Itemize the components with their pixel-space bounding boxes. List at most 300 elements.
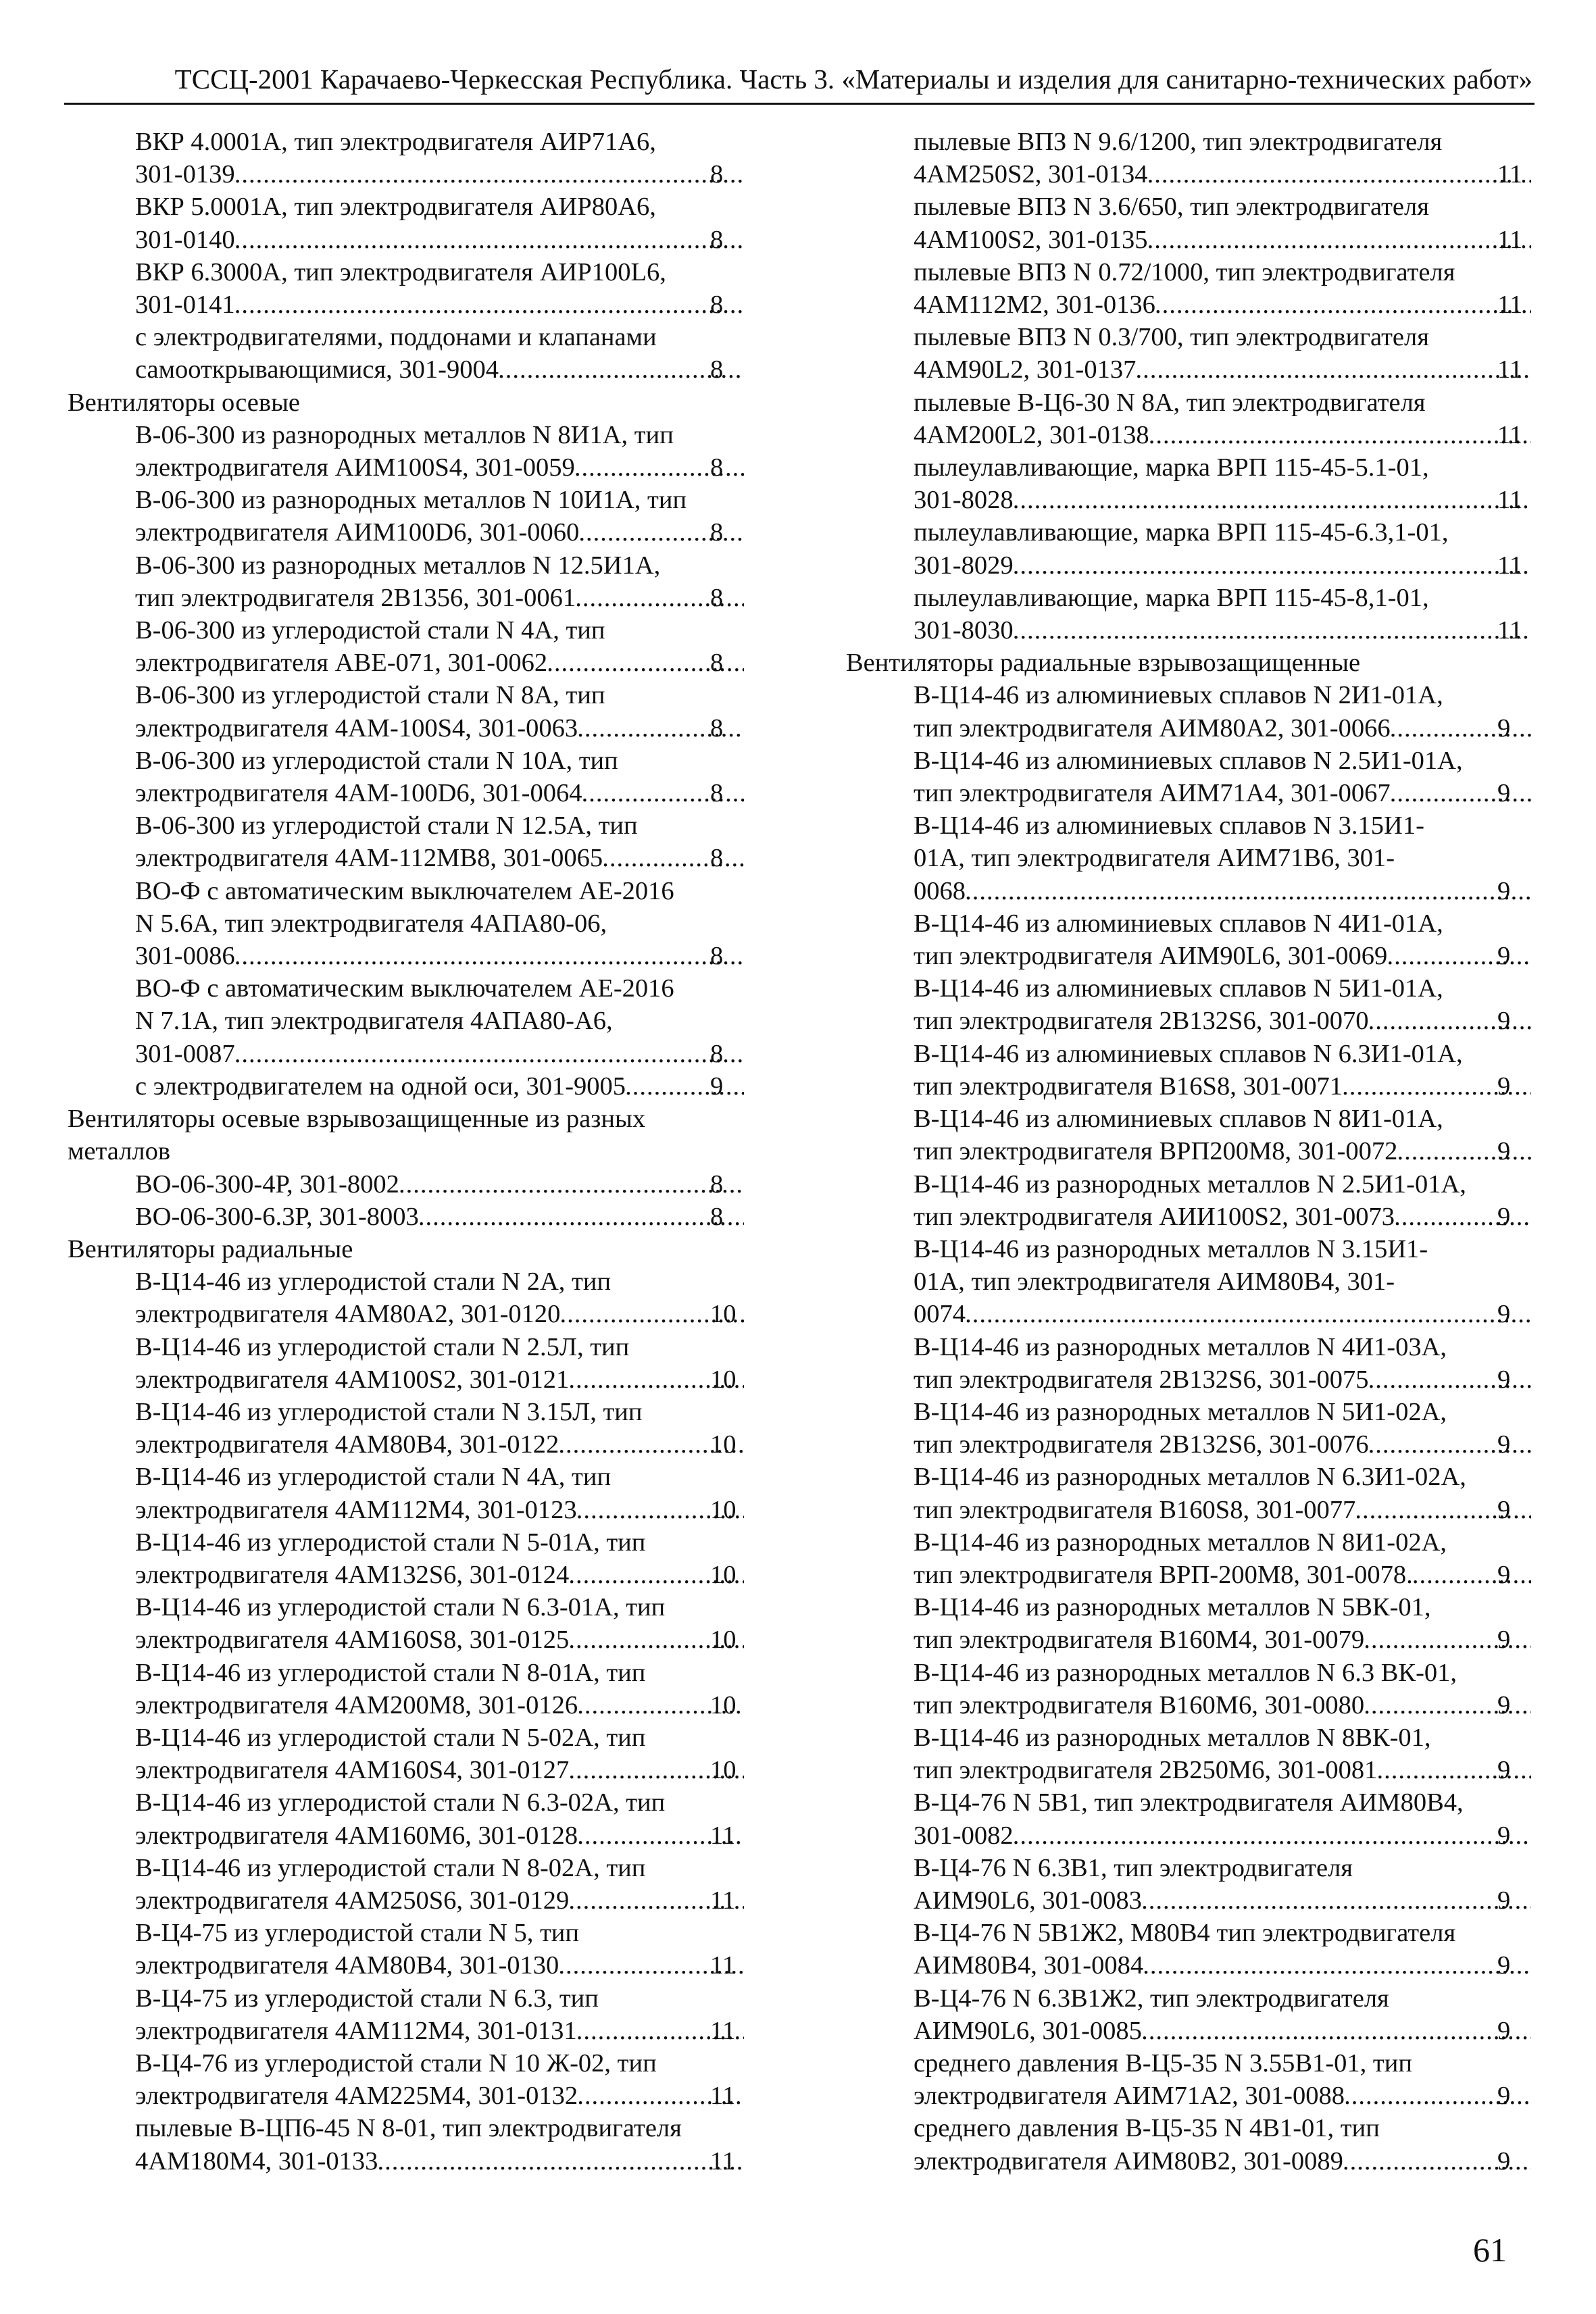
index-entry-text: Вентиляторы осевые взрывозащищенные из разных [68, 1105, 646, 1134]
index-page-ref: 11 [710, 2016, 736, 2045]
index-entry-text: В-Ц4-76 N 5В1Ж2, М80В4 тип электродвигателя [914, 1919, 1456, 1948]
index-entry-code: тип электродвигателя АИМ71А4, 301-0067 [914, 779, 1391, 808]
index-page-ref: 9 [710, 1072, 724, 1101]
dot-leader [378, 2145, 744, 2178]
index-entry [846, 1657, 1534, 1721]
dot-leader [1014, 484, 1531, 516]
index-entry-line [914, 614, 1534, 647]
index-page-ref: 11 [1497, 355, 1523, 384]
index-entry-line [914, 712, 1534, 745]
index-entry-code: электродвигателя 4АМ80В4, 301-0122 [135, 1430, 559, 1459]
index-entry-text: N 7.1А, тип электродвигателя 4АПА80-А6, [135, 1007, 613, 1036]
index-page-ref: 9 [1497, 1007, 1511, 1036]
dot-leader [499, 353, 744, 386]
index-entry-code: тип электродвигателя 2В250М6, 301-0081 [914, 1756, 1378, 1785]
index-page-ref: 9 [1497, 2146, 1511, 2175]
index-entry-text: В-06-300 из углеродистой стали N 8А, тип [135, 681, 605, 710]
index-entry-line [135, 1884, 747, 1917]
index-page-ref: 8 [710, 942, 724, 971]
index-entry-line [135, 158, 747, 191]
index-entry-code: тип электродвигателя АИИ100S2, 301-0073 [914, 1202, 1395, 1231]
index-entry-line [135, 1689, 747, 1721]
index-entry-code: тип электродвигателя ВРП-200М8, 301-0078. [914, 1560, 1413, 1589]
index-page-ref: 11 [1497, 486, 1523, 515]
index-entry-line [914, 1005, 1534, 1037]
index-entry-text: с электродвигателями, поддонами и клапанами [135, 323, 657, 352]
index-group-heading [846, 647, 1534, 679]
dot-leader [1148, 224, 1531, 256]
index-entry-code: 0068 [914, 876, 966, 905]
index-entry-line [914, 158, 1534, 191]
index-entry-line [135, 451, 747, 484]
index-entry-code: тип электродвигателя В160S8, 301-0077 [914, 1495, 1356, 1524]
index-entry-text: пылеулавливающие, марка ВРП 115-45-8,1-01, [914, 583, 1429, 612]
index-entry-line [135, 1201, 747, 1233]
index-entry-code: 301-0139 [135, 160, 235, 189]
index-entry [68, 1917, 747, 1982]
index-entry-line [914, 2080, 1534, 2112]
index-page-ref: 8 [710, 1039, 724, 1068]
dot-leader [1142, 2015, 1531, 2047]
index-entry-text: В-Ц4-76 N 5В1, тип электродвигателя АИМ80В4, [914, 1788, 1464, 1817]
index-entry-code: АИМ90L6, 301-0085 [914, 2016, 1142, 2045]
dot-leader [399, 1168, 744, 1201]
index-entry [68, 1070, 747, 1103]
index-entry-code: электродвигателя 4АМ80В4, 301-0130 [135, 1951, 559, 1980]
index-group-heading [68, 1233, 747, 1265]
index-entry-text: 01А, тип электродвигателя АИМ71В6, 301- [914, 844, 1395, 873]
index-entry-text: пылевые ВПЗ N 0.3/700, тип электродвигателя [914, 323, 1429, 352]
dot-leader [1014, 1819, 1531, 1852]
index-page-ref: 8 [710, 583, 724, 612]
index-page-ref: 9 [1497, 779, 1511, 808]
index-entry-text: В-Ц14-46 из алюминиевых сплавов N 6.3И1-01А, [914, 1039, 1463, 1068]
index-entry [68, 419, 747, 484]
index-page-ref: 8 [710, 844, 724, 873]
index-entry [68, 745, 747, 809]
index-entry-code: электродвигателя 4АМ112М4, 301-0131 [135, 2016, 577, 2045]
index-entry [68, 1591, 747, 1656]
dot-leader [1397, 1135, 1531, 1167]
index-entry-line [914, 549, 1534, 582]
index-entry-code: 4АМ112М2, 301-0136 [914, 291, 1155, 320]
index-page-ref: 9 [1497, 1300, 1511, 1329]
index-entry-text: ВО-Ф с автоматическим выключателем АЕ-2016 [135, 876, 674, 905]
index-entry-line [135, 288, 747, 321]
index-entry-line [914, 875, 1534, 907]
index-entry-text: В-Ц14-46 из разнородных металлов N 8ВК-01, [914, 1723, 1431, 1752]
page-number: 61 [1473, 2231, 1507, 2269]
index-entry-line [914, 1363, 1534, 1396]
index-entry [68, 809, 747, 874]
index-entry [846, 745, 1534, 809]
index-entry-line [914, 1494, 1534, 1526]
index-entry-text: В-Ц14-46 из углеродистой стали N 3.15Л, тип [135, 1397, 643, 1426]
index-page-ref: 10 [710, 1756, 737, 1785]
index-entry-line [914, 288, 1534, 321]
index-entry [68, 126, 747, 191]
index-entry-text: В-Ц14-46 из алюминиевых сплавов N 2И1-01А, [914, 681, 1443, 710]
index-page-ref: 9 [1497, 1202, 1511, 1231]
index-entry-text: В-Ц14-46 из углеродистой стали N 2А, тип [135, 1267, 612, 1297]
index-entry-line [914, 2015, 1534, 2047]
index-page-ref: 8 [710, 518, 724, 547]
index-entry-line [914, 1754, 1534, 1786]
index-page-ref: 9 [1497, 1690, 1511, 1719]
dot-leader [1142, 1884, 1531, 1917]
dot-leader [966, 1298, 1531, 1330]
index-entry-line [135, 1428, 747, 1461]
index-entry [68, 1168, 747, 1201]
index-entry-code: электродвигателя 4АМ100S2, 301-0121 [135, 1365, 570, 1394]
index-entry-text: В-Ц14-46 из углеродистой стали N 2.5Л, тип [135, 1332, 630, 1361]
index-entry-text: среднего давления В-Ц5-35 N 4В1-01, тип [914, 2114, 1380, 2143]
index-entry [846, 126, 1534, 191]
index-entry-line [914, 1298, 1534, 1330]
index-entry-line [135, 1168, 747, 1201]
index-page-ref: 9 [1497, 1495, 1511, 1524]
index-entry [68, 1201, 747, 1233]
index-entry [846, 972, 1534, 1037]
index-entry-line [135, 1949, 747, 1982]
index-entry-code: электродвигателя 4АМ-112МВ8, 301-0065 [135, 844, 603, 873]
dot-leader [626, 1070, 744, 1103]
index-page-ref: 11 [710, 1951, 736, 1980]
index-page-ref: 9 [1497, 1137, 1511, 1166]
index-entry-line [135, 1494, 747, 1526]
index-entry-text: В-Ц14-46 из разнородных металлов N 6.3И1-02А, [914, 1463, 1466, 1492]
index-entry [846, 1721, 1534, 1786]
index-entry-line [914, 777, 1534, 809]
index-entry-text: пылевые ВПЗ N 3.6/650, тип электродвигателя [914, 193, 1429, 222]
index-entry-line [135, 1070, 747, 1103]
index-page-ref: 9 [1497, 2016, 1511, 2045]
dot-leader [1014, 549, 1531, 582]
index-entry [68, 549, 747, 614]
index-entry-text: В-Ц14-46 из разнородных металлов N 5ВК-01, [914, 1593, 1431, 1622]
index-entry-text: В-Ц4-76 из углеродистой стали N 10 Ж-02, тип [135, 2048, 657, 2078]
index-entry-code: электродвигателя 4АМ112М4, 301-0123 [135, 1495, 577, 1524]
index-entry-code: тип электродвигателя 2В132S6, 301-0070 [914, 1007, 1369, 1036]
index-entry-code: 301-0141 [135, 291, 235, 320]
index-page-ref: 11 [1497, 616, 1523, 645]
dot-leader [419, 1201, 744, 1233]
index-page-ref: 8 [710, 355, 724, 384]
index-entry [68, 875, 747, 973]
index-entry [68, 256, 747, 321]
index-entry [846, 1331, 1534, 1396]
index-entry-code: электродвигателя 4АМ160S4, 301-0127 [135, 1756, 570, 1785]
index-page-ref: 11 [1497, 291, 1523, 320]
index-page-ref: 10 [710, 1626, 737, 1655]
index-entry-code: электродвигателя 4АМ250S6, 301-0129 [135, 1886, 570, 1915]
index-entry-text: ВКР 6.3000А, тип электродвигателя АИР100L6, [135, 257, 666, 286]
index-entry [68, 972, 747, 1070]
index-column-right [846, 126, 1534, 2178]
index-entry-code: тип электродвигателя 2В132S6, 301-0076 [914, 1430, 1369, 1459]
index-entry-code: тип электродвигателя ВРП200М8, 301-0072 [914, 1137, 1398, 1166]
index-group-heading [68, 386, 747, 419]
index-entry [846, 907, 1534, 972]
index-page-ref: 11 [1497, 420, 1523, 449]
index-entry-code: электродвигателя АИМ71А2, 301-0088 [914, 2082, 1345, 2111]
index-entry [846, 1917, 1534, 1982]
index-entry-text: среднего давления В-Ц5-35 N 3.55В1-01, тип [914, 2048, 1412, 2078]
index-entry-code: электродвигателя 4АМ80А2, 301-0120 [135, 1300, 561, 1329]
index-entry [846, 2047, 1534, 2112]
dot-leader [235, 224, 744, 256]
index-entry [846, 386, 1534, 451]
index-page-ref: 8 [710, 649, 724, 678]
index-entry [846, 1103, 1534, 1167]
index-entry [846, 1038, 1534, 1103]
index-entry-text: В-Ц14-46 из углеродистой стали N 4А, тип [135, 1463, 612, 1492]
index-entry-text: В-Ц4-76 N 6.3В1Ж2, тип электродвигателя [914, 1984, 1389, 2013]
index-entry-text: В-06-300 из разнородных металлов N 10И1А, тип [135, 486, 687, 515]
index-entry-text: В-Ц14-46 из углеродистой стали N 5-02А, тип [135, 1723, 646, 1752]
index-entry-text: В-06-300 из разнородных металлов N 12.5И1А, [135, 551, 661, 580]
index-entry-line [135, 516, 747, 549]
index-page-ref: 8 [710, 1169, 724, 1199]
index-entry-code: 301-0086 [135, 942, 235, 971]
index-entry-text: металлов [68, 1137, 171, 1166]
dot-leader [1136, 353, 1531, 386]
dot-leader [1395, 1201, 1531, 1233]
index-page-ref: 9 [1497, 1560, 1511, 1589]
index-entry-line [914, 353, 1534, 386]
index-entry [846, 191, 1534, 255]
index-entry-text: В-Ц14-46 из углеродистой стали N 6.3-01А, тип [135, 1593, 666, 1622]
dot-leader [1148, 158, 1531, 191]
index-page-ref: 11 [1497, 551, 1523, 580]
index-entry [68, 1721, 747, 1786]
index-entry-line [135, 940, 747, 972]
index-entry-code: АИМ80В4, 301-0084 [914, 1951, 1144, 1980]
index-entry-line [135, 1038, 747, 1070]
index-page-ref: 9 [1497, 1430, 1511, 1459]
index-entry-code: 301-8030 [914, 616, 1014, 645]
dot-leader [1014, 614, 1531, 647]
index-page-ref: 9 [1497, 1365, 1511, 1394]
index-entry-code: электродвигателя 4АМ132S6, 301-0124 [135, 1560, 570, 1589]
dot-leader [235, 940, 744, 972]
dot-leader [1155, 288, 1531, 321]
index-entry-text: В-Ц4-75 из углеродистой стали N 5, тип [135, 1919, 580, 1948]
index-entry-line [914, 1884, 1534, 1917]
index-entry [846, 1591, 1534, 1656]
index-page-ref: 8 [710, 453, 724, 482]
index-entry-line [135, 777, 747, 809]
index-entry-code: самооткрывающимися, 301-9004 [135, 355, 499, 384]
index-entry-code: электродвигателя 4АМ160S8, 301-0125 [135, 1626, 570, 1655]
index-entry [68, 484, 747, 549]
index-page-ref: 9 [1497, 1951, 1511, 1980]
index-entry [846, 679, 1534, 744]
index-entry-line [914, 1201, 1534, 1233]
index-page-ref: 11 [710, 2082, 736, 2111]
index-entry [846, 1461, 1534, 1526]
index-entry-text: N 5.6А, тип электродвигателя 4АПА80-06, [135, 909, 607, 938]
index-entry-text: пылеулавливающие, марка ВРП 115-45-5.1-01, [914, 453, 1429, 482]
index-entry-code: электродвигателя АИМ100D6, 301-0060 [135, 518, 580, 547]
index-entry-code: 301-0082 [914, 1821, 1014, 1850]
index-entry-text: В-06-300 из углеродистой стали N 4А, тип [135, 616, 605, 645]
index-entry-text: пылеулавливающие, марка ВРП 115-45-6.3,1-01, [914, 518, 1449, 547]
index-entry-line [135, 842, 747, 874]
index-entry-text: В-Ц14-46 из разнородных металлов N 3.15И1- [914, 1234, 1428, 1263]
index-entry-text: В-Ц4-76 N 6.3В1, тип электродвигателя [914, 1853, 1353, 1882]
index-group-heading [68, 1103, 747, 1167]
index-entry-line [914, 224, 1534, 256]
index-page-ref: 9 [1497, 2082, 1511, 2111]
index-entry [68, 1852, 747, 1917]
index-entry-text: В-Ц14-46 из углеродистой стали N 8-01А, тип [135, 1658, 646, 1687]
index-entry [68, 1786, 747, 1851]
index-entry-text: В-Ц14-46 из углеродистой стали N 6.3-02А, тип [135, 1788, 666, 1817]
dot-leader [235, 288, 744, 321]
index-entry-text: В-Ц14-46 из алюминиевых сплавов N 2.5И1-01А, [914, 746, 1463, 775]
index-entry-code: тип электродвигателя АИМ80А2, 301-0066 [914, 713, 1391, 743]
index-entry-text: В-06-300 из углеродистой стали N 10А, тип [135, 746, 618, 775]
index-page-ref: 10 [710, 1560, 737, 1589]
index-entry-line [135, 2080, 747, 2112]
index-entry [846, 1526, 1534, 1591]
index-entry-code: 4АМ90L2, 301-0137 [914, 355, 1137, 384]
dot-leader [966, 875, 1531, 907]
index-entry-code: электродвигателя АИМ80В2, 301-0089 [914, 2146, 1343, 2175]
index-page-ref: 9 [1497, 942, 1511, 971]
index-entry-text: В-Ц14-46 из разнородных металлов N 4И1-03А, [914, 1332, 1447, 1361]
index-entry-text: В-06-300 из разнородных металлов N 8И1А, тип [135, 420, 674, 449]
index-entry [68, 614, 747, 679]
index-entry-text: пылевые В-ЦП6-45 N 8-01, тип электродвигателя [135, 2114, 682, 2143]
index-entry-code: электродвигателя АВЕ-071, 301-0062 [135, 649, 548, 678]
index-entry-text: В-Ц14-46 из алюминиевых сплавов N 8И1-01А, [914, 1105, 1443, 1134]
index-page-ref: 11 [1497, 225, 1523, 254]
index-entry-text: Вентиляторы радиальные взрывозащищенные [846, 649, 1361, 678]
index-entry-line [135, 2015, 747, 2047]
index-entry-line [914, 1624, 1534, 1656]
index-entry-code: с электродвигателем на одной оси, 301-9005 [135, 1072, 626, 1101]
index-entry-text: В-Ц14-46 из алюминиевых сплавов N 5И1-01А, [914, 974, 1443, 1003]
index-page-ref: 8 [710, 1202, 724, 1231]
index-entry-line [914, 1070, 1534, 1103]
index-entry-code: 301-8029 [914, 551, 1014, 580]
index-entry-code: 0074 [914, 1300, 966, 1329]
index-page-ref: 9 [1497, 1626, 1511, 1655]
index-page-ref: 11 [710, 2146, 736, 2175]
index-entry-text: В-Ц4-75 из углеродистой стали N 6.3, тип [135, 1984, 599, 2013]
index-entry-line [135, 1624, 747, 1656]
index-entry [846, 582, 1534, 647]
index-entry [846, 1982, 1534, 2047]
index-page-ref: 9 [1497, 1886, 1511, 1915]
index-entry-code: тип электродвигателя В160М6, 301-0080 [914, 1690, 1365, 1719]
index-entry-code: АИМ90L6, 301-0083 [914, 1886, 1142, 1915]
index-entry-text: пылевые ВПЗ N 9.6/1200, тип электродвигателя [914, 128, 1443, 156]
index-entry [846, 451, 1534, 516]
index-page-ref: 8 [710, 713, 724, 743]
dot-leader [235, 1038, 744, 1070]
index-entry-text: пылевые ВПЗ N 0.72/1000, тип электродвигателя [914, 257, 1455, 286]
index-entry [846, 516, 1534, 581]
index-entry [68, 191, 747, 255]
index-entry-line [135, 2145, 747, 2178]
index-page-ref: 11 [710, 1886, 736, 1915]
index-entry-code: 301-0087 [135, 1039, 235, 1068]
index-entry [846, 1396, 1534, 1461]
dot-leader [1413, 1559, 1531, 1591]
index-entry-code: 301-8028 [914, 486, 1014, 515]
index-entry-line [914, 2145, 1534, 2178]
header-rule [64, 103, 1535, 105]
index-entry [846, 2112, 1534, 2177]
index-page-ref: 8 [710, 291, 724, 320]
index-entry-code: ВО-06-300-6.3Р, 301-8003 [135, 1202, 419, 1231]
index-column-left [68, 126, 747, 2178]
index-entry-code: 4АМ100S2, 301-0135 [914, 225, 1148, 254]
index-entry-line [135, 1754, 747, 1786]
index-entry [68, 679, 747, 744]
index-entry-line [914, 1689, 1534, 1721]
index-entry-text: ВКР 4.0001А, тип электродвигателя АИР71А6, [135, 128, 656, 156]
index-entry-text: Вентиляторы радиальные [68, 1234, 353, 1263]
index-entry-code: тип электродвигателя В16S8, 301-0071 [914, 1072, 1343, 1101]
index-entry-code: 4АМ180М4, 301-0133 [135, 2146, 378, 2175]
index-entry-text: В-Ц14-46 из разнородных металлов N 8И1-02А, [914, 1528, 1447, 1557]
index-entry-code: электродвигателя 4АМ-100D6, 301-0064 [135, 779, 582, 808]
index-entry-text: В-Ц14-46 из алюминиевых сплавов N 4И1-01А, [914, 909, 1443, 938]
index-page-ref: 11 [1497, 160, 1523, 189]
index-entry [846, 321, 1534, 386]
index-page-ref: 8 [710, 779, 724, 808]
index-entry-code: 4АМ200L2, 301-0138 [914, 420, 1149, 449]
index-entry-text: ВКР 5.0001А, тип электродвигателя АИР80А6, [135, 193, 656, 222]
index-entry-line [135, 712, 747, 745]
index-page-ref: 10 [710, 1690, 737, 1719]
index-page-ref: 9 [1497, 1821, 1511, 1850]
index-entry-code: электродвигателя 4АМ-100S4, 301-0063 [135, 713, 578, 743]
index-page-ref: 9 [1497, 1072, 1511, 1101]
index-entry-code: тип электродвигателя АИМ90L6, 301-0069 [914, 942, 1388, 971]
index-page-ref: 8 [710, 160, 724, 189]
index-entry [68, 2112, 747, 2177]
index-entry [68, 2047, 747, 2112]
index-entry-text: В-Ц14-46 из разнородных металлов N 5И1-02А, [914, 1397, 1447, 1426]
index-entry [846, 809, 1534, 907]
index-page-ref: 10 [710, 1300, 737, 1329]
index-entry [68, 321, 747, 386]
index-entry [846, 256, 1534, 321]
index-entry [68, 1982, 747, 2047]
index-entry-code: 301-0140 [135, 225, 235, 254]
index-entry [68, 1331, 747, 1396]
index-entry-line [914, 419, 1534, 451]
running-header: ТССЦ-2001 Карачаево-Черкесская Республика. Часть 3. «Материалы и изделия для санитарно-технических работ» [174, 64, 1532, 95]
index-entry-line [135, 582, 747, 614]
index-entry-line [914, 940, 1534, 972]
index-entry [68, 1396, 747, 1461]
index-entry-text: пылевые В-Ц6-30 N 8А, тип электродвигателя [914, 388, 1426, 417]
index-entry-code: электродвигателя 4АМ200М8, 301-0126 [135, 1690, 578, 1719]
index-entry-text: Вентиляторы осевые [68, 388, 301, 417]
index-entry-line [135, 1559, 747, 1591]
index-page-ref: 10 [710, 1495, 737, 1524]
index-entry-line [914, 1135, 1534, 1167]
index-entry-code: тип электродвигателя 2В132S6, 301-0075 [914, 1365, 1369, 1394]
index-entry-line [135, 1363, 747, 1396]
index-entry-text: В-Ц14-46 из углеродистой стали N 5-01А, тип [135, 1528, 646, 1557]
